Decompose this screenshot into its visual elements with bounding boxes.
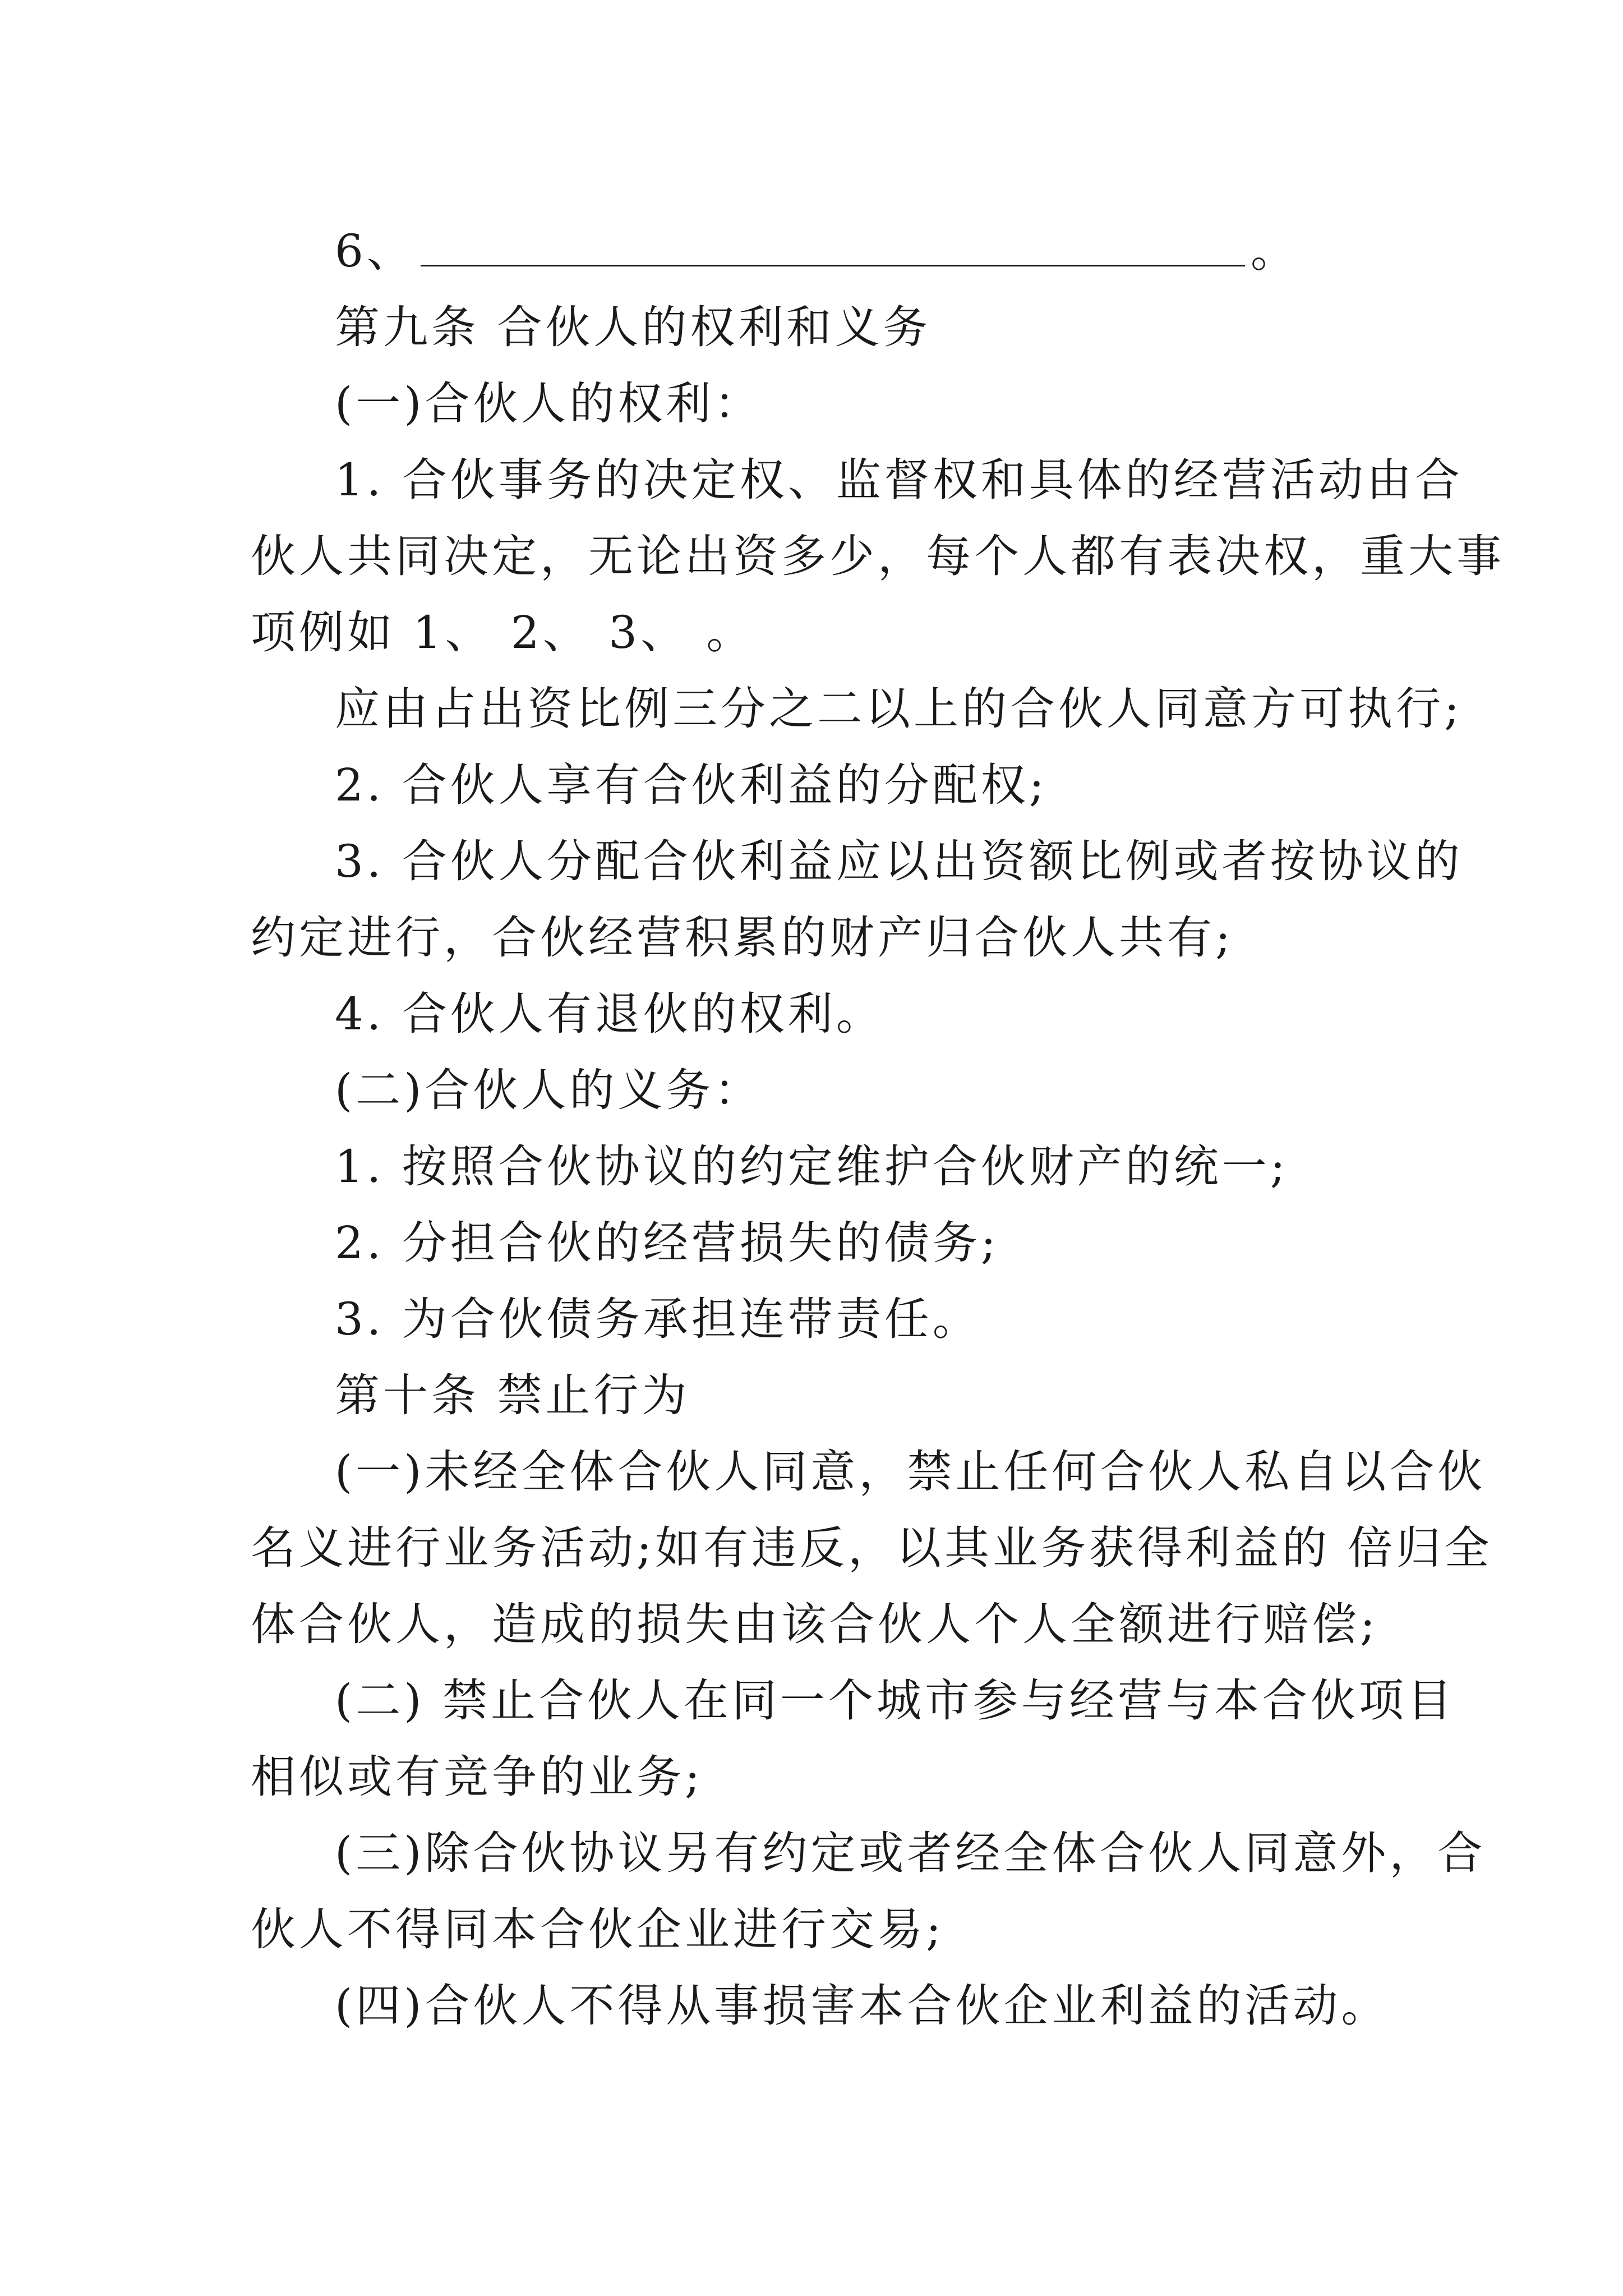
paragraph-line: 伙人不得同本合伙企业进行交易; [251, 1903, 944, 1955]
paragraph-line: 4. 合伙人有退伙的权利。 [335, 988, 884, 1040]
document-body [251, 213, 1505, 2044]
item-6-end: 。 [1250, 225, 1299, 277]
paragraph-line: 应由占出资比例三分之二以上的合伙人同意方可执行; [335, 683, 1463, 735]
paragraph-line: 2. 分担合伙的经营损失的债务; [335, 1217, 999, 1269]
paragraph-line: 约定进行，合伙经营积累的财产归合伙人共有; [251, 912, 1234, 964]
paragraph-line: (三)除合伙协议另有约定或者经全体合伙人同意外，合 [335, 1827, 1486, 1879]
paragraph-line: 3. 合伙人分配合伙利益应以出资额比例或者按协议的 [335, 835, 1463, 887]
item-6-number: 6、 [335, 225, 415, 277]
paragraph-line: (二) 禁止合伙人在同一个城市参与经营与本合伙项目 [335, 1674, 1455, 1727]
article-9-heading: 第九条 合伙人的权利和义务 [335, 301, 932, 353]
paragraph-line: 伙人共同决定，无论出资多少，每个人都有表决权，重大事 [251, 530, 1505, 582]
paragraph-line: 名义进行业务活动;如有违反，以其业务获得利益的 倍归全 [251, 1522, 1493, 1574]
paragraph-line: (四)合伙人不得从事损害本合伙企业利益的活动。 [335, 1980, 1390, 2032]
paragraph-line: (一)未经全体合伙人同意，禁止任何合伙人私自以合伙 [335, 1446, 1486, 1498]
article-10-heading: 第十条 禁止行为 [335, 1369, 690, 1421]
section-heading-rights: (一)合伙人的权利： [335, 378, 763, 430]
fill-in-blank [421, 220, 1245, 266]
paragraph-line: 体合伙人，造成的损失由该合伙人个人全额进行赔偿; [251, 1598, 1378, 1650]
paragraph-line: 3. 为合伙债务承担连带责任。 [335, 1293, 981, 1345]
item-6-line [251, 213, 1384, 289]
section-heading-obligations: (二)合伙人的义务： [335, 1064, 763, 1116]
paragraph-line: 相似或有竞争的业务; [251, 1751, 703, 1803]
paragraph-line: 1. 合伙事务的决定权、监督权和具体的经营活动由合 [335, 454, 1463, 506]
paragraph-line: 1. 按照合伙协议的约定维护合伙财产的统一; [335, 1140, 1289, 1193]
paragraph-line: 项例如 1、 2、 3、 。 [251, 606, 755, 659]
paragraph-line: 2. 合伙人享有合伙利益的分配权; [335, 759, 1048, 811]
